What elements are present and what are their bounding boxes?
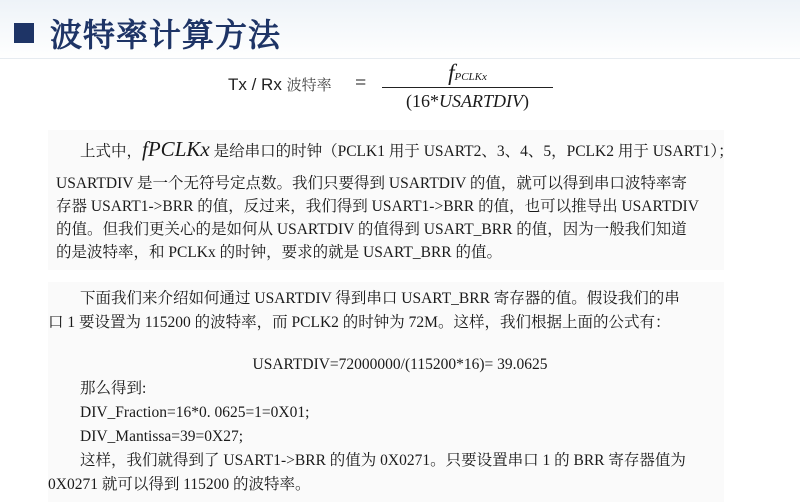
result-line-2: 0X0271 就可以得到 115200 的波特率。 bbox=[48, 476, 311, 493]
formula-fraction bbox=[380, 60, 555, 112]
fraction-bar bbox=[382, 87, 553, 88]
paragraph-1-line-2: USARTDIV 是一个无符号定点数。我们只要得到 USARTDIV 的值，就可以得到串口波特率寄 bbox=[56, 175, 687, 192]
paragraph-1-line-4: 的值。但我们更关心的是如何从 USARTDIV 的值得到 USART_BRR 的值，因为一般我们知道 bbox=[56, 221, 687, 238]
paragraph-2-line-1: 下面我们来介绍如何通过 USARTDIV 得到串口 USART_BRR 寄存器的值。假设我们的串 bbox=[80, 290, 680, 307]
formula-tx-rx-label: Tx / Rx bbox=[228, 75, 282, 94]
div-mantissa-line: DIV_Mantissa=39=0X27; bbox=[80, 428, 243, 445]
formula-numerator: fPCLKx bbox=[448, 60, 487, 85]
result-line-1: 这样，我们就得到了 USART1->BRR 的值为 0X0271。只要设置串口 1 的 BRR 寄存器值为 bbox=[80, 452, 686, 469]
paragraph-1-line-3: 存器 USART1->BRR 的值，反过来，我们得到 USART1->BRR 的值，也可以推导出 USARTDIV bbox=[56, 198, 699, 215]
paragraph-1-line-5: 的是波特率，和 PCLKx 的时钟，要求的就是 USART_BRR 的值。 bbox=[56, 244, 503, 261]
paragraph-1-line-1: 上式中，fPCLKx 是给串口的时钟（PCLK1 用于 USART2、3、4、5，PCLK2 用于 USART1）； bbox=[80, 137, 734, 161]
then-label: 那么得到: bbox=[80, 380, 147, 397]
baud-rate-formula bbox=[228, 60, 558, 116]
usartdiv-calculation: USARTDIV=72000000/(115200*16)= 39.0625 bbox=[252, 356, 548, 373]
formula-denominator: (16*USARTDIV) bbox=[406, 91, 529, 111]
formula-numerator-subscript: PCLKx bbox=[454, 71, 487, 83]
formula-equals-sign: = bbox=[355, 72, 367, 94]
page-title: 波特率计算方法 bbox=[50, 16, 282, 54]
div-fraction-line: DIV_Fraction=16*0. 0625=1=0X01; bbox=[80, 404, 310, 421]
paragraph-2-line-2: 口 1 要设置为 115200 的波特率，而 PCLK2 的时钟为 72M。这样，我们根据上面的公式有： bbox=[48, 314, 671, 331]
formula-baud-label: 波特率 bbox=[286, 76, 332, 94]
square-bullet-icon bbox=[14, 23, 34, 43]
slide-header bbox=[14, 10, 281, 56]
pclkx-subscript: PCLKx bbox=[147, 137, 210, 161]
formula-left-side bbox=[228, 74, 332, 95]
slide-top-divider bbox=[0, 58, 800, 59]
